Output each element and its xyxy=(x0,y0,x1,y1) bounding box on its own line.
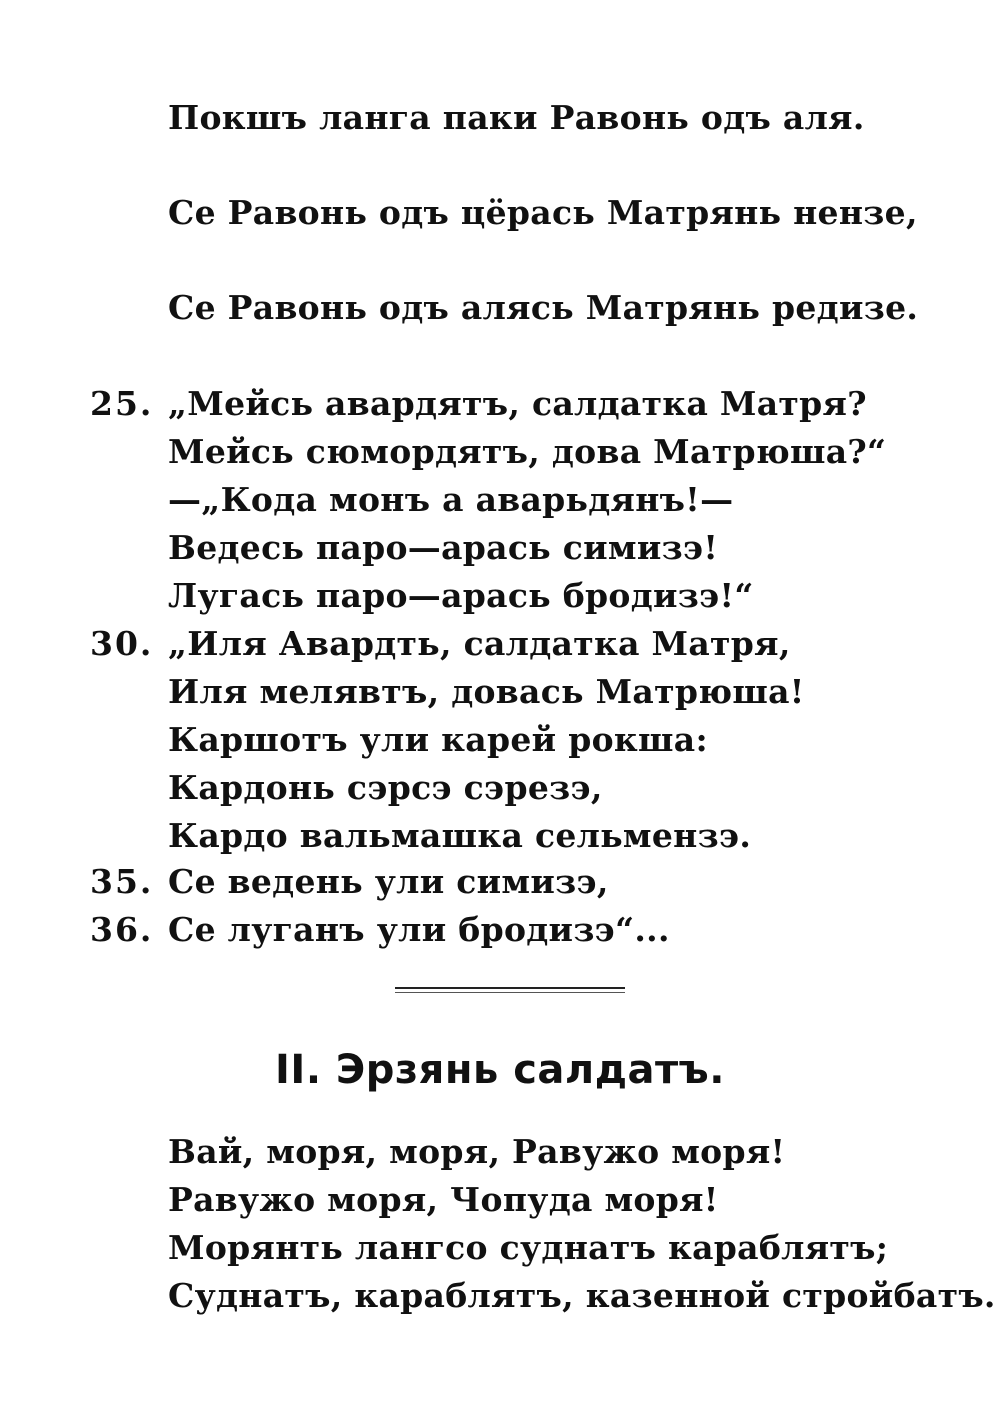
verse-line: Кардо вальмашка сельмензэ. xyxy=(168,816,752,855)
verse-line: Каршотъ ули карей рокша: xyxy=(168,720,708,759)
divider-rule xyxy=(395,992,625,993)
song-line: Морянть лангсо суднатъ караблятъ; xyxy=(168,1228,889,1267)
line-number: 35. xyxy=(90,862,154,901)
intro-line: Се Равонь одъ алясь Матрянь редизе. xyxy=(168,288,919,327)
song-line: Равужо моря, Чопуда моря! xyxy=(168,1180,719,1219)
verse-line: Кардонь сэрсэ сэрезэ, xyxy=(168,768,603,807)
verse-line: Се ведень ули симизэ, xyxy=(168,862,609,901)
song-line: Вай, моря, моря, Равужо моря! xyxy=(168,1132,786,1171)
verse-line: Се луганъ ули бродизэ“... xyxy=(168,910,670,949)
section-divider xyxy=(395,987,625,993)
divider-rule xyxy=(395,987,625,989)
intro-line: Се Равонь одъ цёрась Матрянь нензе, xyxy=(168,193,918,232)
line-number: 25. xyxy=(90,384,154,423)
line-number: 36. xyxy=(90,910,154,949)
intro-line: Покшъ ланга паки Равонь одъ аля. xyxy=(168,98,865,137)
verse-line: Мейсь сюмордятъ, дова Матрюша?“ xyxy=(168,432,887,471)
line-number: 30. xyxy=(90,624,154,663)
verse-line: „Мейсь авардятъ, салдатка Матря? xyxy=(168,384,867,423)
verse-line: „Иля Авардть, салдатка Матря, xyxy=(168,624,791,663)
song-line: Суднатъ, караблятъ, казенной стройбатъ. xyxy=(168,1276,996,1315)
verse-line: Ведесь паро—арась симизэ! xyxy=(168,528,719,567)
verse-line: —„Кода монъ а аварьдянъ!— xyxy=(168,480,734,519)
verse-line: Иля мелявтъ, довась Матрюша! xyxy=(168,672,805,711)
verse-line: Лугась паро—арась бродизэ!“ xyxy=(168,576,754,615)
section-title: II. Эрзянь салдатъ. xyxy=(275,1047,725,1093)
